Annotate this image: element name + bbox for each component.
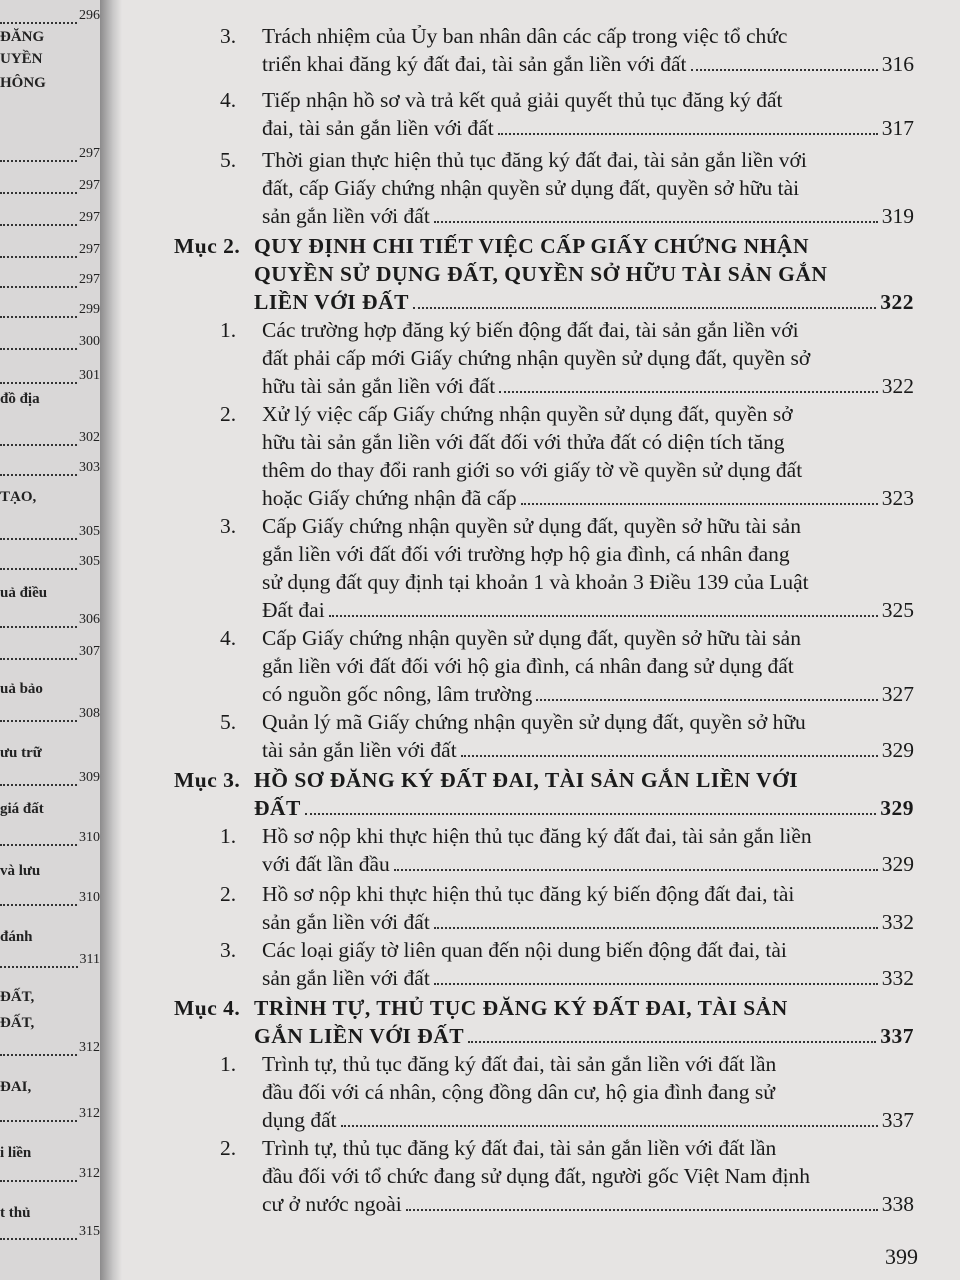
- left-fragment-page: 312: [79, 1040, 100, 1055]
- left-page-fragment: [0, 140, 100, 162]
- left-fragment-text: uả điều: [0, 585, 48, 601]
- toc-section-heading: [174, 766, 914, 822]
- book-spine: [100, 0, 122, 1280]
- entry-text-line: cư ở nước ngoài: [262, 1192, 402, 1216]
- left-page-fragment: [0, 638, 100, 660]
- left-page-fragment: [0, 362, 100, 384]
- entry-text-line: Cấp Giấy chứng nhận quyền sử dụng đất, quyền sở hữu tài sản: [262, 514, 801, 538]
- left-fragment-page: 300: [79, 334, 100, 349]
- dot-leader: [394, 852, 878, 871]
- toc-item: [220, 400, 914, 512]
- entry-page-number: 323: [881, 486, 914, 510]
- entry-text-line: Trình tự, thủ tục đăng ký đất đai, tài sản gắn liền với đất lần: [262, 1136, 777, 1160]
- entry-text-line: triển khai đăng ký đất đai, tài sản gắn liền với đất: [262, 52, 687, 76]
- dot-leader: [498, 116, 878, 135]
- entry-page-number: 332: [881, 910, 914, 934]
- entry-text-line: sản gắn liền với đất: [262, 966, 430, 990]
- dot-leader: [536, 682, 878, 701]
- entry-text-line: Các trường hợp đăng ký biến động đất đai, tài sản gắn liền với: [262, 318, 799, 342]
- left-fragment-page: 301: [79, 368, 100, 383]
- entry-text-line: đầu đối với cá nhân, cộng đồng dân cư, hộ gia đình đang sử: [262, 1080, 775, 1104]
- entry-text-line: với đất lần đầu: [262, 852, 390, 876]
- entry-page-number: 329: [880, 796, 914, 820]
- item-number: 3.: [220, 24, 237, 48]
- entry-page-number: 317: [881, 116, 914, 140]
- left-fragment-page: 297: [79, 178, 100, 193]
- left-page-fragment: [0, 764, 100, 786]
- section-number: Mục 4.: [174, 996, 241, 1020]
- dot-leader: [0, 774, 77, 786]
- left-page-fragment: [0, 484, 100, 506]
- dot-leader: [406, 1192, 878, 1211]
- left-fragment-page: 305: [79, 524, 100, 539]
- entry-page-number: 319: [881, 204, 914, 228]
- left-page-fragment: [0, 328, 100, 350]
- dot-leader: [0, 372, 77, 384]
- left-fragment-page: 308: [79, 706, 100, 721]
- toc-section-heading: [174, 232, 914, 316]
- entry-text-line: dụng đất: [262, 1108, 337, 1132]
- dot-leader: [521, 486, 878, 505]
- left-fragment-page: 299: [79, 302, 100, 317]
- entry-page-number: 325: [881, 598, 914, 622]
- item-number: 2.: [220, 1136, 237, 1160]
- entry-text-line: hữu tài sản gắn liền với đất: [262, 374, 496, 398]
- left-fragment-page: 297: [79, 242, 100, 257]
- page-number: 399: [885, 1244, 918, 1269]
- left-fragment-page: 302: [79, 430, 100, 445]
- left-page-fragment: [0, 296, 100, 318]
- dot-leader: [341, 1108, 878, 1127]
- entry-text-line: Xử lý việc cấp Giấy chứng nhận quyền sử dụng đất, quyền sở: [262, 402, 793, 426]
- previous-page-strip: [0, 0, 100, 1280]
- left-page-fragment: [0, 676, 100, 698]
- entry-text-line: đất phải cấp mới Giấy chứng nhận quyền sử dụng đất, quyền sở: [262, 346, 811, 370]
- left-page-fragment: [0, 2, 100, 24]
- entry-text-line: tài sản gắn liền với đất: [262, 738, 457, 762]
- left-page-fragment: [0, 24, 100, 46]
- entry-text-line: Trách nhiệm của Ủy ban nhân dân các cấp trong việc tổ chức: [262, 24, 788, 48]
- left-fragment-page: 296: [79, 8, 100, 23]
- toc-item: [220, 822, 914, 878]
- dot-leader: [0, 338, 77, 350]
- left-page-fragment: [0, 386, 100, 408]
- toc-section-heading: [174, 994, 914, 1050]
- entry-text-line: Trình tự, thủ tục đăng ký đất đai, tài sản gắn liền với đất lần: [262, 1052, 777, 1076]
- dot-leader: [0, 834, 77, 846]
- entry-page-number: 316: [881, 52, 914, 76]
- left-fragment-page: 297: [79, 272, 100, 287]
- entry-text-line: Đất đai: [262, 598, 325, 622]
- left-fragment-text: ĐẤT,: [0, 989, 35, 1005]
- item-number: 5.: [220, 148, 237, 172]
- left-page-fragment: [0, 700, 100, 722]
- entry-page-number: 338: [881, 1192, 914, 1216]
- entry-text-line: đầu đối với tổ chức đang sử dụng đất, người gốc Việt Nam định: [262, 1164, 811, 1188]
- dot-leader: [0, 246, 77, 258]
- item-number: 2.: [220, 882, 237, 906]
- entry-text-line: hữu tài sản gắn liền với đất đối với thửa đất có diện tích tăng: [262, 430, 785, 454]
- toc-item: [220, 512, 914, 624]
- entry-page-number: 329: [881, 852, 914, 876]
- section-number: Mục 2.: [174, 234, 241, 258]
- dot-leader: [0, 616, 77, 628]
- entry-text-line: ĐẤT: [254, 796, 301, 820]
- dot-leader: [0, 1228, 77, 1240]
- entry-text-line: HỒ SƠ ĐĂNG KÝ ĐẤT ĐAI, TÀI SẢN GẮN LIỀN VỚI: [254, 768, 799, 792]
- entry-text-line: hoặc Giấy chứng nhận đã cấp: [262, 486, 517, 510]
- left-fragment-page: 315: [79, 1224, 100, 1239]
- entry-text-line: Tiếp nhận hồ sơ và trả kết quả giải quyết thủ tục đăng ký đất: [262, 88, 783, 112]
- dot-leader: [0, 710, 77, 722]
- toc-page: [122, 0, 960, 1280]
- dot-leader: [0, 1044, 77, 1056]
- toc-item: [220, 624, 914, 708]
- left-fragment-page: 297: [79, 146, 100, 161]
- entry-text-line: Hồ sơ nộp khi thực hiện thủ tục đăng ký biến động đất đai, tài: [262, 882, 795, 906]
- item-number: 1.: [220, 824, 237, 848]
- left-fragment-text: ưu trữ: [0, 745, 42, 761]
- entry-text-line: GẮN LIỀN VỚI ĐẤT: [254, 1024, 465, 1048]
- left-fragment-page: 297: [79, 210, 100, 225]
- entry-text-line: có nguồn gốc nông, lâm trường: [262, 682, 533, 706]
- dot-leader: [461, 738, 878, 757]
- left-page-fragment: [0, 884, 100, 906]
- left-fragment-page: 312: [79, 1106, 100, 1121]
- left-fragment-page: 311: [79, 952, 100, 967]
- entry-text-line: Các loại giấy tờ liên quan đến nội dung biến động đất đai, tài: [262, 938, 787, 962]
- entry-page-number: 337: [881, 1108, 914, 1132]
- entry-text-line: TRÌNH TỰ, THỦ TỤC ĐĂNG KÝ ĐẤT ĐAI, TÀI SẢN: [254, 996, 788, 1020]
- dot-leader: [0, 306, 77, 318]
- item-number: 1.: [220, 318, 237, 342]
- left-page-fragment: [0, 1100, 100, 1122]
- dot-leader: [0, 434, 77, 446]
- left-fragment-text: đánh: [0, 929, 33, 945]
- item-number: 5.: [220, 710, 237, 734]
- left-fragment-page: 310: [79, 890, 100, 905]
- toc-item: [220, 1134, 914, 1218]
- left-page-fragment: [0, 858, 100, 880]
- left-fragment-text: t thủ: [0, 1205, 31, 1221]
- left-fragment-text: ĐĂNG: [0, 29, 45, 45]
- dot-leader: [305, 796, 876, 815]
- item-number: 3.: [220, 938, 237, 962]
- dot-leader: [329, 598, 878, 617]
- dot-leader: [0, 464, 77, 476]
- left-fragment-text: ĐẤT,: [0, 1015, 35, 1031]
- dot-leader: [0, 12, 77, 24]
- entry-text-line: Hồ sơ nộp khi thực hiện thủ tục đăng ký đất đai, tài sản gắn liền: [262, 824, 812, 848]
- item-number: 1.: [220, 1052, 237, 1076]
- entry-text-line: gắn liền với đất đối với trường hợp hộ gia đình, cá nhân đang: [262, 542, 790, 566]
- dot-leader: [0, 150, 77, 162]
- left-fragment-page: 307: [79, 644, 100, 659]
- left-fragment-text: đồ địa: [0, 391, 40, 407]
- left-page-fragment: [0, 424, 100, 446]
- left-page-fragment: [0, 46, 100, 68]
- toc-item: [220, 86, 914, 142]
- left-fragment-page: 306: [79, 612, 100, 627]
- left-page-fragment: [0, 70, 100, 92]
- left-page-fragment: [0, 204, 100, 226]
- left-page-fragment: [0, 1218, 100, 1240]
- left-page-fragment: [0, 1074, 100, 1096]
- entry-text-line: LIỀN VỚI ĐẤT: [254, 290, 409, 314]
- dot-leader: [0, 1110, 77, 1122]
- dot-leader: [0, 894, 77, 906]
- left-fragment-text: ĐAI,: [0, 1079, 32, 1095]
- entry-text-line: QUY ĐỊNH CHI TIẾT VIỆC CẤP GIẤY CHỨNG NHẬN: [254, 234, 809, 258]
- toc-item: [220, 708, 914, 764]
- entry-text-line: sản gắn liền với đất: [262, 910, 430, 934]
- left-fragment-text: TẠO,: [0, 489, 37, 505]
- left-fragment-text: uả bảo: [0, 681, 43, 697]
- section-number: Mục 3.: [174, 768, 241, 792]
- left-fragment-page: 303: [79, 460, 100, 475]
- entry-text-line: Cấp Giấy chứng nhận quyền sử dụng đất, quyền sở hữu tài sản: [262, 626, 801, 650]
- left-fragment-text: i liền: [0, 1145, 32, 1161]
- left-page-fragment: [0, 1010, 100, 1032]
- dot-leader: [0, 956, 78, 968]
- toc-item: [220, 880, 914, 936]
- dot-leader: [0, 214, 77, 226]
- entry-text-line: Thời gian thực hiện thủ tục đăng ký đất đai, tài sản gắn liền với: [262, 148, 807, 172]
- toc-item: [220, 936, 914, 992]
- entry-page-number: 329: [881, 738, 914, 762]
- item-number: 4.: [220, 88, 237, 112]
- dot-leader: [413, 290, 876, 309]
- left-page-fragment: [0, 824, 100, 846]
- entry-page-number: 332: [881, 966, 914, 990]
- left-page-fragment: [0, 172, 100, 194]
- dot-leader: [0, 182, 77, 194]
- left-fragment-text: và lưu: [0, 863, 41, 879]
- entry-text-line: gắn liền với đất đối với hộ gia đình, cá nhân đang sử dụng đất: [262, 654, 794, 678]
- left-page-fragment: [0, 580, 100, 602]
- entry-page-number: 327: [881, 682, 914, 706]
- left-fragment-text: UYỀN: [0, 51, 43, 67]
- dot-leader: [434, 910, 878, 929]
- left-page-fragment: [0, 1034, 100, 1056]
- left-page-fragment: [0, 236, 100, 258]
- dot-leader: [434, 204, 878, 223]
- toc-item: [220, 1050, 914, 1134]
- entry-page-number: 322: [880, 290, 914, 314]
- dot-leader: [0, 276, 77, 288]
- left-page-fragment: [0, 984, 100, 1006]
- left-page-fragment: [0, 924, 100, 946]
- dot-leader: [468, 1024, 876, 1043]
- dot-leader: [0, 558, 77, 570]
- left-page-fragment: [0, 518, 100, 540]
- left-fragment-text: HÔNG: [0, 75, 46, 91]
- entry-text-line: QUYỀN SỬ DỤNG ĐẤT, QUYỀN SỞ HỮU TÀI SẢN GẮN: [254, 262, 828, 286]
- dot-leader: [0, 1170, 77, 1182]
- left-fragment-page: 312: [79, 1166, 100, 1181]
- entry-page-number: 337: [880, 1024, 914, 1048]
- left-page-fragment: [0, 946, 100, 968]
- left-page-fragment: [0, 1160, 100, 1182]
- dot-leader: [499, 374, 878, 393]
- item-number: 3.: [220, 514, 237, 538]
- toc-item: [220, 146, 914, 230]
- entry-text-line: đất, cấp Giấy chứng nhận quyền sử dụng đất, quyền sở hữu tài: [262, 176, 800, 200]
- item-number: 2.: [220, 402, 237, 426]
- left-page-fragment: [0, 454, 100, 476]
- left-page-fragment: [0, 606, 100, 628]
- entry-text-line: sử dụng đất quy định tại khoản 1 và khoản 3 Điều 139 của Luật: [262, 570, 809, 594]
- left-fragment-page: 310: [79, 830, 100, 845]
- left-page-fragment: [0, 266, 100, 288]
- dot-leader: [0, 528, 77, 540]
- entry-page-number: 322: [881, 374, 914, 398]
- entry-text-line: Quản lý mã Giấy chứng nhận quyền sử dụng đất, quyền sở hữu: [262, 710, 806, 734]
- toc-item: [220, 316, 914, 400]
- toc-item: [220, 22, 914, 78]
- dot-leader: [691, 52, 878, 71]
- item-number: 4.: [220, 626, 237, 650]
- entry-text-line: đai, tài sản gắn liền với đất: [262, 116, 494, 140]
- left-page-fragment: [0, 796, 100, 818]
- left-page-fragment: [0, 740, 100, 762]
- entry-text-line: thêm do thay đổi ranh giới so với giấy tờ về quyền sử dụng đất: [262, 458, 803, 482]
- left-fragment-text: giá đất: [0, 801, 44, 817]
- left-fragment-page: 309: [79, 770, 100, 785]
- dot-leader: [434, 966, 878, 985]
- left-page-fragment: [0, 548, 100, 570]
- left-page-fragment: [0, 1140, 100, 1162]
- left-fragment-page: 305: [79, 554, 100, 569]
- dot-leader: [0, 648, 77, 660]
- entry-text-line: sản gắn liền với đất: [262, 204, 430, 228]
